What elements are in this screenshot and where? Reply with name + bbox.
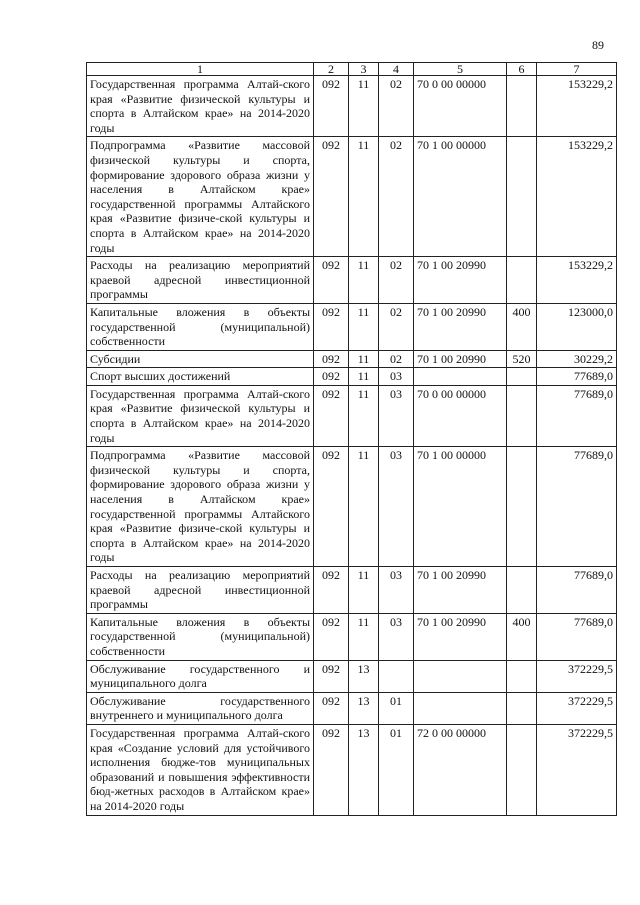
row-name-cell: Субсидии [87, 350, 314, 368]
row-ministry-code: 092 [314, 303, 349, 350]
row-subsection-code: 01 [379, 724, 414, 815]
row-target-article: 70 1 00 20990 [414, 613, 507, 660]
row-amount: 153229,2 [537, 76, 617, 137]
row-ministry-code: 092 [314, 76, 349, 137]
row-section-code: 11 [349, 368, 379, 386]
column-header: 4 [379, 63, 414, 76]
row-subsection-code: 02 [379, 137, 414, 257]
row-amount: 123000,0 [537, 303, 617, 350]
table-row [87, 613, 617, 660]
table-row [87, 724, 617, 815]
column-header: 1 [87, 63, 314, 76]
row-subsection-code: 02 [379, 350, 414, 368]
row-expense-type [507, 567, 537, 614]
row-section-code: 13 [349, 692, 379, 724]
row-ministry-code: 092 [314, 724, 349, 815]
row-name-cell: Государственная программа Алтай-ского края «Развитие физической культуры и спорта в Алтайском крае» на 2014-2020 годы [87, 385, 314, 446]
row-expense-type: 520 [507, 350, 537, 368]
row-target-article: 70 1 00 20990 [414, 567, 507, 614]
table-row [87, 368, 617, 386]
row-ministry-code: 092 [314, 385, 349, 446]
row-expense-type [507, 447, 537, 567]
row-name-cell: Расходы на реализацию мероприятий краевой адресной инвестиционной программы [87, 567, 314, 614]
row-subsection-code: 02 [379, 76, 414, 137]
table-row [87, 76, 617, 137]
row-ministry-code: 092 [314, 567, 349, 614]
row-section-code: 11 [349, 303, 379, 350]
column-header: 2 [314, 63, 349, 76]
row-expense-type [507, 76, 537, 137]
row-section-code: 13 [349, 724, 379, 815]
row-ministry-code: 092 [314, 137, 349, 257]
column-header: 3 [349, 63, 379, 76]
row-target-article: 70 1 00 20990 [414, 303, 507, 350]
row-section-code: 11 [349, 447, 379, 567]
row-expense-type [507, 257, 537, 304]
row-section-code: 11 [349, 350, 379, 368]
row-ministry-code: 092 [314, 257, 349, 304]
row-target-article [414, 368, 507, 386]
row-subsection-code: 03 [379, 613, 414, 660]
header-row [87, 63, 617, 76]
row-amount: 77689,0 [537, 385, 617, 446]
table-row [87, 692, 617, 724]
row-amount: 77689,0 [537, 447, 617, 567]
row-name-cell: Капитальные вложения в объекты государственной (муниципальной) собственности [87, 303, 314, 350]
row-section-code: 11 [349, 567, 379, 614]
row-target-article: 70 0 00 00000 [414, 76, 507, 137]
table-row [87, 385, 617, 446]
table-row [87, 660, 617, 692]
row-ministry-code: 092 [314, 447, 349, 567]
row-ministry-code: 092 [314, 368, 349, 386]
budget-table [86, 62, 617, 816]
row-expense-type [507, 692, 537, 724]
table-row [87, 137, 617, 257]
row-target-article [414, 660, 507, 692]
row-target-article [414, 692, 507, 724]
row-name-cell: Подпрограмма «Развитие массовой физической культуры и спорта, формирование здорового образа жизни у населения в Алтайском крае» государственной программы Алтайского края «Развитие физиче-ской культуры и спорта в Алтайском крае» на 2014-2020 годы [87, 137, 314, 257]
row-expense-type [507, 724, 537, 815]
row-amount: 30229,2 [537, 350, 617, 368]
row-expense-type [507, 660, 537, 692]
row-ministry-code: 092 [314, 660, 349, 692]
row-name-cell: Обслуживание государственного внутреннего и муниципального долга [87, 692, 314, 724]
table-row [87, 350, 617, 368]
row-name-cell: Обслуживание государственного и муниципального долга [87, 660, 314, 692]
table-row [87, 447, 617, 567]
row-amount: 77689,0 [537, 613, 617, 660]
row-subsection-code: 03 [379, 447, 414, 567]
row-subsection-code: 02 [379, 303, 414, 350]
row-amount: 372229,5 [537, 724, 617, 815]
row-name-cell: Расходы на реализацию мероприятий краевой адресной инвестиционной программы [87, 257, 314, 304]
row-name-cell: Капитальные вложения в объекты государственной (муниципальной) собственности [87, 613, 314, 660]
row-amount: 77689,0 [537, 368, 617, 386]
row-ministry-code: 092 [314, 613, 349, 660]
row-target-article: 70 1 00 00000 [414, 137, 507, 257]
row-section-code: 11 [349, 76, 379, 137]
row-target-article: 70 1 00 00000 [414, 447, 507, 567]
row-expense-type: 400 [507, 613, 537, 660]
page-number: 89 [592, 38, 604, 52]
table-row [87, 257, 617, 304]
column-header: 5 [414, 63, 507, 76]
row-name-cell: Государственная программа Алтай-ского края «Развитие физической культуры и спорта в Алтайском крае» на 2014-2020 годы [87, 76, 314, 137]
row-target-article: 70 1 00 20990 [414, 350, 507, 368]
row-target-article: 72 0 00 00000 [414, 724, 507, 815]
row-section-code: 11 [349, 613, 379, 660]
row-ministry-code: 092 [314, 692, 349, 724]
row-name-cell: Спорт высших достижений [87, 368, 314, 386]
row-target-article: 70 0 00 00000 [414, 385, 507, 446]
row-amount: 372229,5 [537, 660, 617, 692]
row-target-article: 70 1 00 20990 [414, 257, 507, 304]
row-expense-type [507, 137, 537, 257]
row-subsection-code: 02 [379, 257, 414, 304]
row-section-code: 13 [349, 660, 379, 692]
row-subsection-code: 03 [379, 385, 414, 446]
row-amount: 372229,5 [537, 692, 617, 724]
row-amount: 153229,2 [537, 137, 617, 257]
row-amount: 77689,0 [537, 567, 617, 614]
column-header: 6 [507, 63, 537, 76]
row-section-code: 11 [349, 137, 379, 257]
row-section-code: 11 [349, 385, 379, 446]
row-subsection-code: 03 [379, 368, 414, 386]
row-subsection-code [379, 660, 414, 692]
row-amount: 153229,2 [537, 257, 617, 304]
row-expense-type: 400 [507, 303, 537, 350]
row-expense-type [507, 368, 537, 386]
row-subsection-code: 03 [379, 567, 414, 614]
row-name-cell: Государственная программа Алтай-ского края «Создание условий для устойчивого исполнения бюдже-тов муниципальных образований и повышения эффективности бюд-жетных расходов в Алтайском крае» на 2014-2020 годы [87, 724, 314, 815]
row-name-cell: Подпрограмма «Развитие массовой физической культуры и спорта, формирование здорового образа жизни у населения в Алтайском крае» государственной программы Алтайского края «Развитие физиче-ской культуры и спорта в Алтайском крае» на 2014-2020 годы [87, 447, 314, 567]
table-row [87, 303, 617, 350]
table-row [87, 567, 617, 614]
column-header: 7 [537, 63, 617, 76]
row-ministry-code: 092 [314, 350, 349, 368]
row-expense-type [507, 385, 537, 446]
row-subsection-code: 01 [379, 692, 414, 724]
row-section-code: 11 [349, 257, 379, 304]
